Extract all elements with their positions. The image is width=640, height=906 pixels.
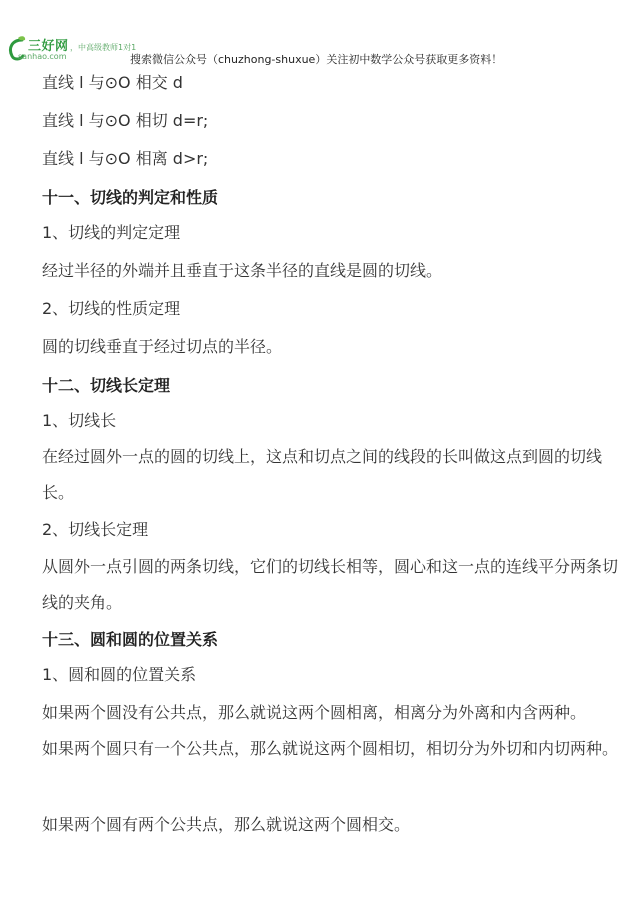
- paragraph: 经过半径的外端并且垂直于这条半径的直线是圆的切线。: [42, 261, 443, 280]
- paragraph: 圆的切线垂直于经过切点的半径。: [42, 337, 283, 356]
- subheading-tangent-criterion: 1、切线的判定定理: [42, 223, 181, 242]
- page-header: [0, 0, 640, 70]
- logo-domain: sanhao.com: [18, 52, 67, 61]
- subheading-circle-positions: 1、圆和圆的位置关系: [42, 665, 197, 684]
- paragraph: 在经过圆外一点的圆的切线上，这点和切点之间的线段的长叫做这点到圆的切线长。: [42, 447, 603, 502]
- logo-name: 三好网: [28, 39, 69, 54]
- relation-separate: 直线 l 与⊙O 相离 d>r;: [42, 149, 209, 168]
- relation-intersect: 直线 l 与⊙O 相交 d: [42, 73, 183, 92]
- paragraph: 如果两个圆有两个公共点，那么就说这两个圆相交。: [42, 815, 411, 834]
- sanhao-logo: [6, 34, 136, 68]
- subheading-tangent-property: 2、切线的性质定理: [42, 299, 181, 318]
- paragraph: 从圆外一点引圆的两条切线，它们的切线长相等，圆心和这一点的连线平分两条切线的夹角。: [42, 557, 619, 612]
- header-banner: 搜索微信公众号（chuzhong-shuxue）关注初中数学公众号获取更多资料！: [130, 53, 503, 66]
- paragraph: 如果两个圆只有一个公共点，那么就说这两个圆相切，相切分为外切和内切两种。: [42, 739, 619, 758]
- section-heading-11: 十一、切线的判定和性质: [42, 188, 219, 207]
- subheading-tangent-length-theorem: 2、切线长定理: [42, 520, 149, 539]
- subheading-tangent-length: 1、切线长: [42, 411, 117, 430]
- logo-slogan: ，中高级教师1对1: [70, 43, 137, 52]
- paragraph: 如果两个圆没有公共点，那么就说这两个圆相离，相离分为外离和内含两种。: [42, 703, 587, 722]
- section-heading-12: 十二、切线长定理: [42, 376, 171, 395]
- section-heading-13: 十三、圆和圆的位置关系: [42, 630, 219, 649]
- relation-tangent: 直线 l 与⊙O 相切 d=r;: [42, 111, 209, 130]
